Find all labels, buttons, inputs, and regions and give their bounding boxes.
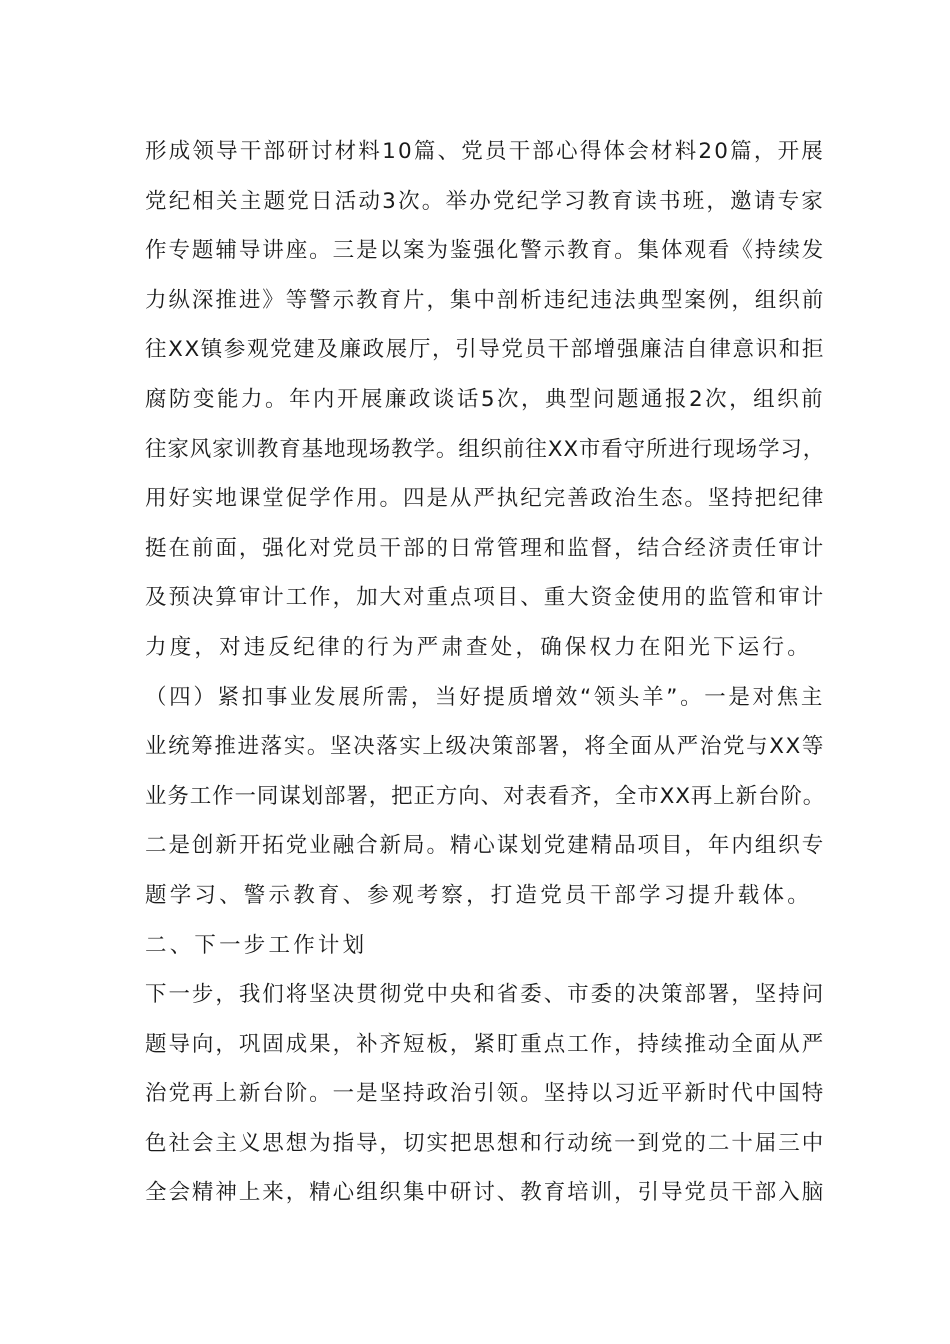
document-body xyxy=(145,127,825,1218)
text-line: 下一步，我们将坚决贯彻党中央和省委、市委的决策部署，坚持问 xyxy=(145,982,825,1008)
text-line: 色社会主义思想为指导，切实把思想和行动统一到党的二十届三中 xyxy=(145,1130,825,1156)
text-line: 力纵深推进》等警示教育片，集中剖析违纪违法典型案例，组织前 xyxy=(145,287,825,313)
text-line: 题学习、警示教育、参观考察，打造党员干部学习提升载体。 xyxy=(145,882,812,908)
text-line: 用好实地课堂促学作用。四是从严执纪完善政治生态。坚持把纪律 xyxy=(145,486,825,512)
text-line: 二是创新开拓党业融合新局。精心谋划党建精品项目，年内组织专 xyxy=(145,833,825,859)
text-line: 党纪相关主题党日活动3次。举办党纪学习教育读书班，邀请专家 xyxy=(145,188,825,214)
text-line: 治党再上新台阶。一是坚持政治引领。坚持以习近平新时代中国特 xyxy=(145,1081,825,1107)
text-line: 力度，对违反纪律的行为严肃查处，确保权力在阳光下运行。 xyxy=(145,634,812,660)
text-line: 挺在前面，强化对党员干部的日常管理和监督，结合经济责任审计 xyxy=(145,535,825,561)
text-line: 作专题辅导讲座。三是以案为鉴强化警示教育。集体观看《持续发 xyxy=(145,238,825,264)
text-line: 全会精神上来，精心组织集中研讨、教育培训，引导党员干部入脑 xyxy=(145,1180,825,1206)
text-line: 业务工作一同谋划部署，把正方向、对表看齐，全市XX再上新台阶。 xyxy=(145,783,825,809)
text-line: 往家风家训教育基地现场教学。组织前往XX市看守所进行现场学习， xyxy=(145,436,825,462)
text-line: 腐防变能力。年内开展廉政谈话5次，典型问题通报2次，组织前 xyxy=(145,386,825,412)
text-line: 形成领导干部研讨材料10篇、党员干部心得体会材料20篇，开展 xyxy=(145,139,825,164)
text-line: 业统筹推进落实。坚决落实上级决策部署，将全面从严治党与XX等 xyxy=(145,734,825,760)
text-line: 及预决算审计工作，加大对重点项目、重大资金使用的监管和审计 xyxy=(145,585,825,611)
text-line: 往XX镇参观党建及廉政展厅，引导党员干部增强廉洁自律意识和拒 xyxy=(145,337,825,363)
text-line: 二、下一步工作计划 xyxy=(145,932,368,958)
text-line: 题导向，巩固成果，补齐短板，紧盯重点工作，持续推动全面从严 xyxy=(145,1031,825,1057)
text-line: （四）紧扣事业发展所需，当好提质增效“领头羊”。一是对焦主 xyxy=(145,684,825,710)
